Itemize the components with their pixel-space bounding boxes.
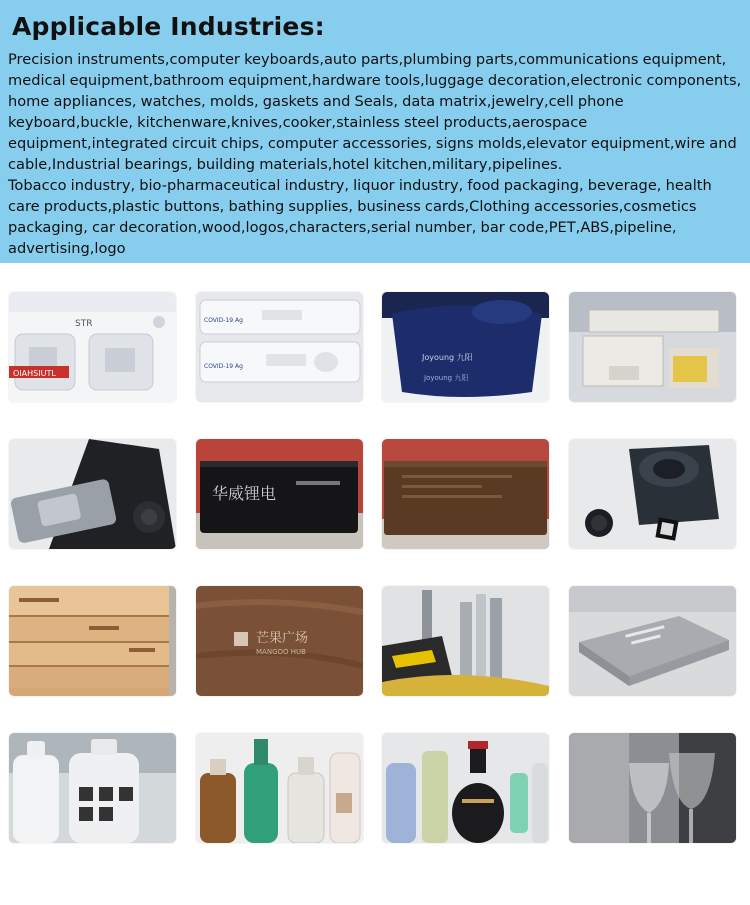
wood-board-logo-photo: [196, 586, 363, 696]
brown-block-photo: [382, 439, 549, 549]
product-gallery: [0, 263, 750, 905]
svg-text:MANGOO HUB: MANGOO HUB: [256, 648, 306, 656]
covid-test-cassette-photo: [196, 292, 363, 402]
svg-text:COVID-19 Ag: COVID-19 Ag: [204, 317, 243, 324]
grey-metal-socket-photo: [9, 439, 176, 549]
svg-text:Joyoung 九阳: Joyoung 九阳: [424, 374, 469, 382]
svg-text:OIAHSIUTL: OIAHSIUTL: [13, 369, 56, 378]
svg-text:STR: STR: [75, 319, 93, 329]
svg-text:Joyoung 九阳: Joyoung 九阳: [422, 353, 473, 362]
white-bottles-photo: [9, 733, 176, 843]
dark-plastic-part-photo: [569, 439, 736, 549]
metal-rods-photo: [382, 586, 549, 696]
white-electrical-module-photo: [569, 292, 736, 402]
liquor-bottles-photo: [382, 733, 549, 843]
blue-appliance-photo: [382, 292, 549, 402]
black-battery-box-photo: [196, 439, 363, 549]
section-title: Applicable Industries:: [12, 12, 325, 41]
grey-plastic-block-photo: [569, 586, 736, 696]
industries-paragraph-1: Precision instruments,computer keyboards,auto parts,plumbing parts,communications equipment, medical equipment,bathroom equipment,hardware tools,luggage decoration,electronic components, home appliances, watches, molds, gaskets and Seals, data matrix,jewelry,cell phone keyboard,buckle, kitchenware,knives,cooker,stainless steel products,aerospace equipment,integrated circuit chips, computer accessories, signs molds,elevator equipment,wire and cable,Industrial bearings, building materials,hotel kitchen,military,pipelines.: [8, 51, 742, 173]
white-plastic-part-photo: [9, 292, 176, 402]
glass-bottles-photo: [196, 733, 363, 843]
wooden-crates-photo: [9, 586, 176, 696]
industries-header: [0, 0, 750, 263]
svg-text:芒果广场: 芒果广场: [256, 631, 309, 646]
svg-text:COVID-19 Ag: COVID-19 Ag: [204, 363, 243, 370]
wine-glasses-photo: [569, 733, 736, 843]
industries-paragraph-2: Tobacco industry, bio-pharmaceutical industry, liquor industry, food packaging, beverage, health care products,plastic buttons, bathing supplies, business cards,Clothing accessories,cosmetics packaging, car decoration,wood,logos,characters,serial number, bar code,PET,ABS,pipeline, advertising,logo: [8, 177, 712, 257]
svg-text:华威锂电: 华威锂电: [212, 484, 277, 503]
